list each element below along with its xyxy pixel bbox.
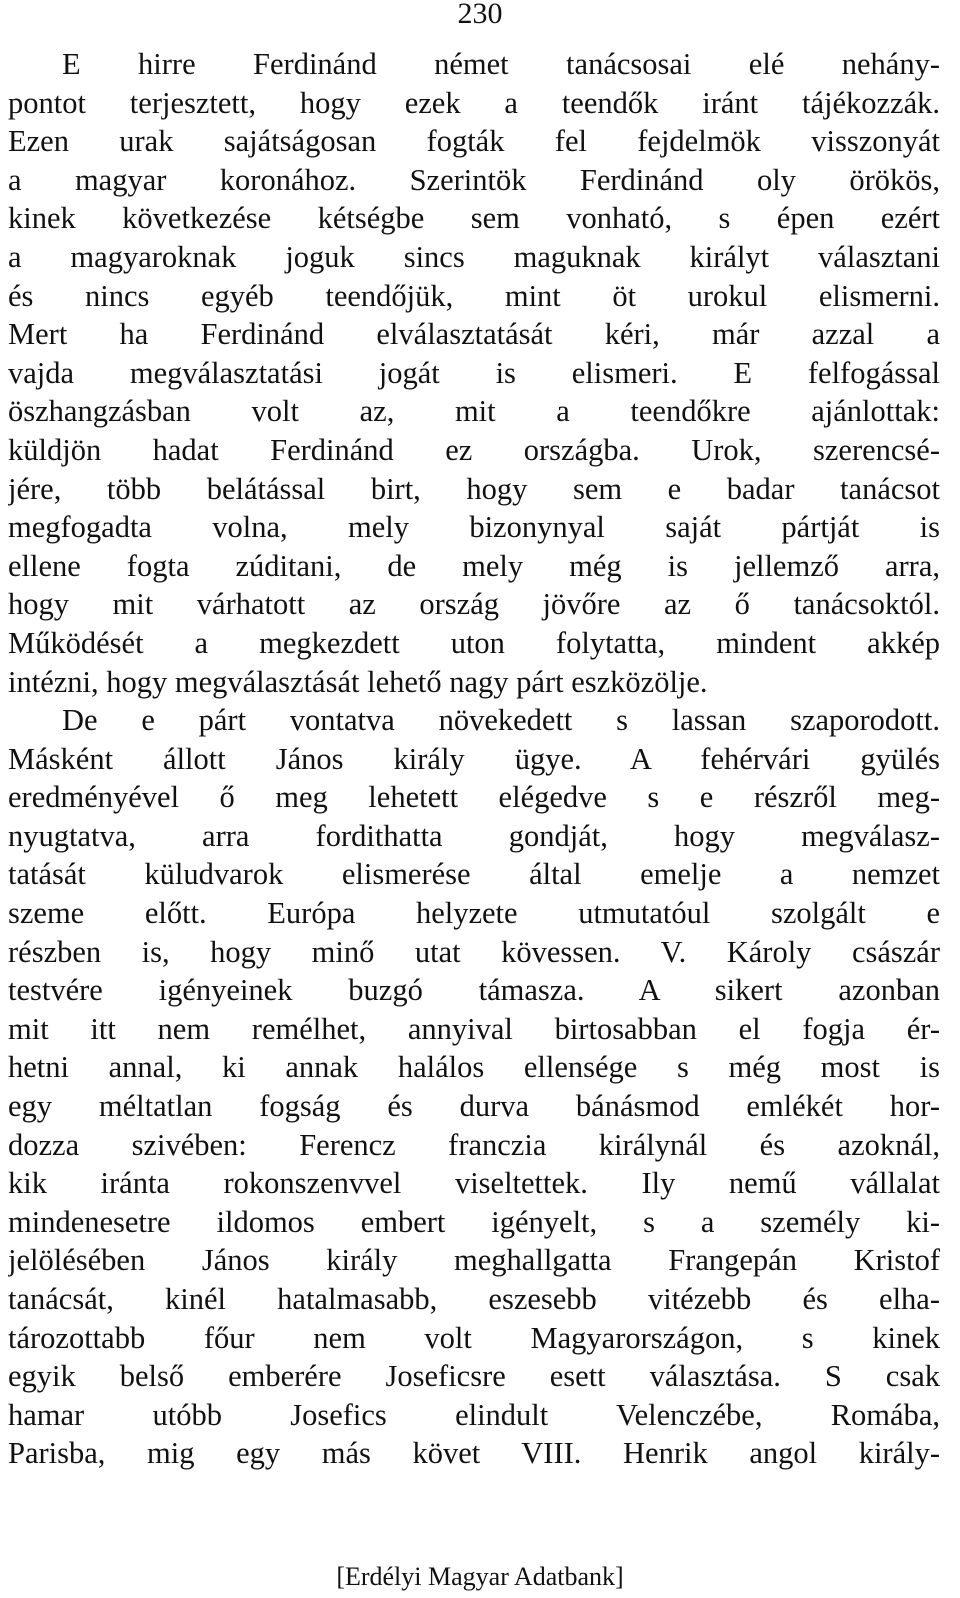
text-line: a magyaroknak joguk sincs maguknak királyt választani bbox=[8, 239, 940, 274]
body-text bbox=[8, 45, 940, 1473]
text-line: tanácsát, kinél hatalmasabb, eszesebb vitézebb és elha- bbox=[8, 1282, 940, 1316]
text-line: vajda megválasztatási jogát is elismeri. E felfogással bbox=[8, 355, 940, 390]
text-line: öszhangzásban volt az, mit a teendőkre ajánlottak: bbox=[8, 394, 940, 429]
text-line: tatását küludvarok elismerése által emelje a nemzet bbox=[8, 857, 940, 892]
text-line: eredményével ő meg lehetett elégedve s e részről meg- bbox=[8, 780, 940, 815]
text-line: Mert ha Ferdinánd elválasztatását kéri, már azzal a bbox=[8, 317, 940, 352]
text-line: hogy mit várhatott az ország jövőre az ő tanácsoktól. bbox=[8, 587, 940, 622]
text-line: hamar utóbb Josefics elindult Velenczébe, Romába, bbox=[8, 1397, 940, 1432]
text-line: De e párt vontatva növekedett s lassan szaporodott. bbox=[62, 703, 940, 738]
text-line: Másként állott János király ügye. A fehérvári gyülés bbox=[8, 741, 940, 776]
text-line: pontot terjesztett, hogy ezek a teendők iránt tájékozzák. bbox=[8, 85, 940, 120]
text-line: nyugtatva, arra fordithatta gondját, hogy megválasz- bbox=[8, 818, 940, 853]
text-line: Parisba, mig egy más követ VIII. Henrik angol király- bbox=[8, 1436, 940, 1471]
text-line: dozza szivében: Ferencz franczia királynál és azoknál, bbox=[8, 1127, 940, 1162]
text-line: a magyar koronához. Szerintök Ferdinánd oly örökös, bbox=[8, 162, 940, 197]
text-line: mindenesetre ildomos embert igényelt, s a személy ki- bbox=[8, 1204, 940, 1239]
text-line: egyik belső emberére Joseficsre esett választása. S csak bbox=[8, 1359, 940, 1394]
text-line: megfogadta volna, mely bizonynyal saját pártját is bbox=[8, 510, 940, 545]
text-line: egy méltatlan fogság és durva bánásmod emlékét hor- bbox=[8, 1089, 940, 1124]
text-line: Ezen urak sajátságosan fogták fel fejdelmök visszonyát bbox=[8, 124, 940, 159]
text-line: tározottabb főur nem volt Magyarországon, s kinek bbox=[8, 1320, 940, 1355]
text-line: kinek következése kétségbe sem vonható, s épen ezért bbox=[8, 201, 940, 236]
text-line: jelölésében János király meghallgatta Frangepán Kristof bbox=[8, 1243, 940, 1278]
text-line: testvére igényeinek buzgó támasza. A sikert azonban bbox=[8, 973, 940, 1008]
text-line: ellene fogta zúditani, de mely még is jellemző arra, bbox=[8, 548, 940, 583]
text-line: és nincs egyéb teendőjük, mint öt urokul elismerni. bbox=[8, 278, 940, 313]
text-line: mit itt nem remélhet, annyival birtosabban el fogja ér- bbox=[8, 1011, 940, 1046]
text-line: Működését a megkezdett uton folytatta, mindent akkép bbox=[8, 625, 940, 660]
text-line: küldjön hadat Ferdinánd ez országba. Urok, szerencsé- bbox=[8, 432, 940, 467]
text-line: intézni, hogy megválasztását lehető nagy párt eszközölje. bbox=[8, 664, 708, 699]
text-line: jére, több belátással birt, hogy sem e badar tanácsot bbox=[8, 471, 940, 506]
page-number: 230 bbox=[457, 0, 503, 30]
footer-source-label: [Erdélyi Magyar Adatbank] bbox=[336, 1562, 624, 1591]
text-line: hetni annal, ki annak halálos ellensége s még most is bbox=[8, 1050, 940, 1085]
text-line: kik iránta rokonszenvvel viseltettek. Ily nemű vállalat bbox=[8, 1166, 940, 1201]
text-line: szeme előtt. Európa helyzete utmutatóul szolgált e bbox=[8, 896, 940, 931]
text-line: E hirre Ferdinánd német tanácsosai elé nehány- bbox=[62, 47, 940, 81]
text-line: részben is, hogy minő utat kövessen. V. Károly császár bbox=[8, 934, 940, 969]
